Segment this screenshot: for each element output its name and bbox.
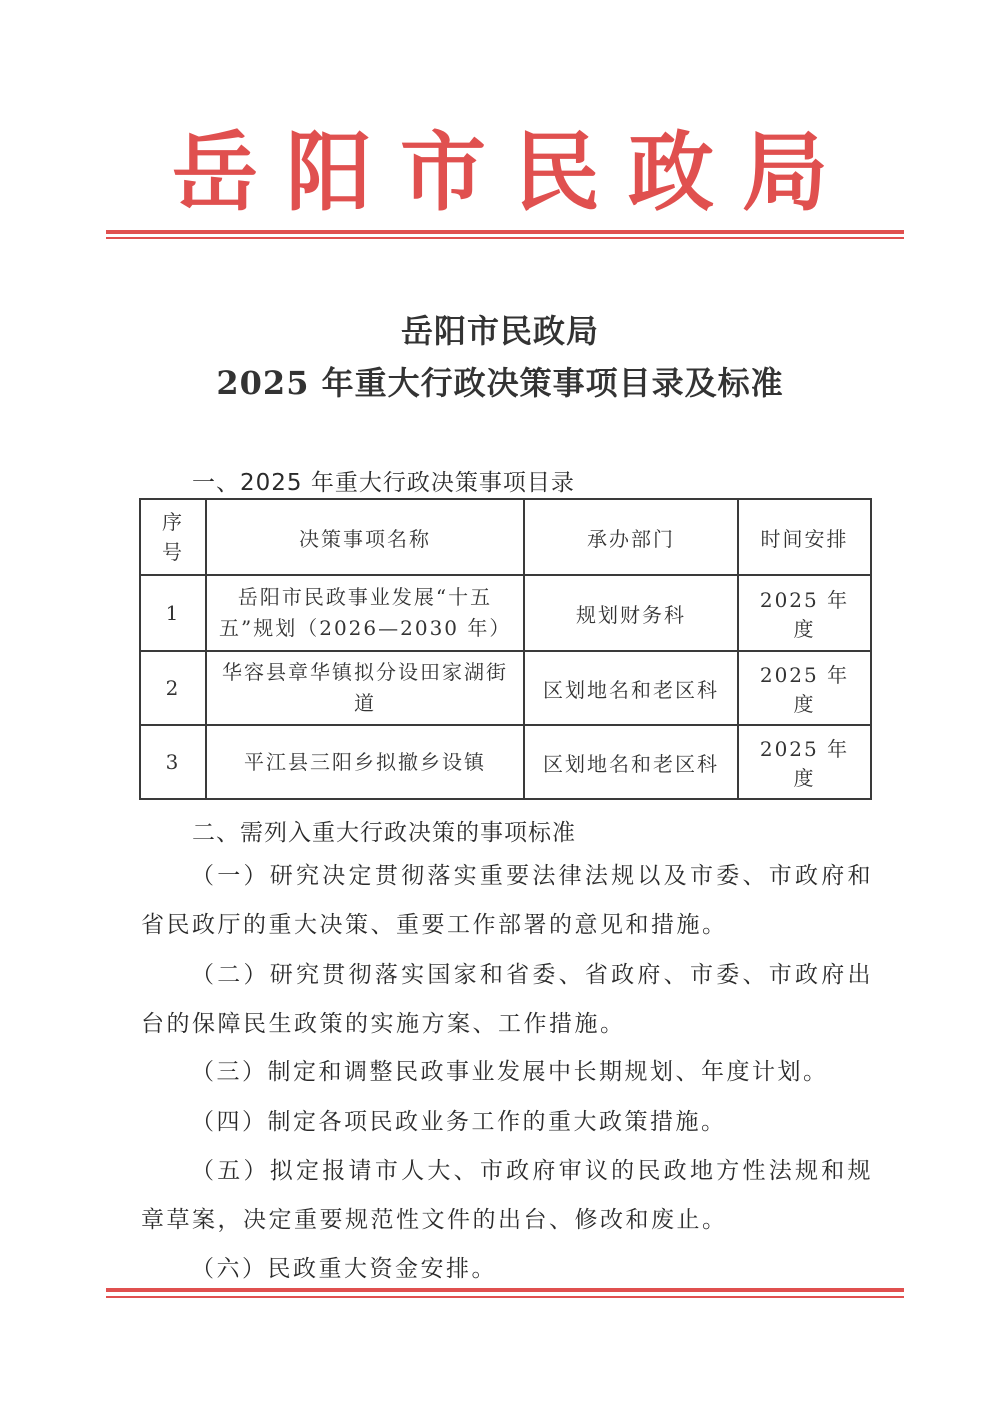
row-item-name: 华容县章华镇拟分设田家湖街道 (206, 651, 524, 725)
section-heading-standards: 二、需列入重大行政决策的事项标准 (192, 820, 576, 846)
header-name: 决策事项名称 (206, 499, 524, 575)
letterhead-org-name: 岳阳市民政局 (172, 122, 856, 223)
standard-item-2: （二）研究贯彻落实国家和省委、省政府、市委、市政府出台的保障民生政策的实施方案、工作措施。 (141, 962, 873, 1037)
footer-rule-thin (106, 1296, 904, 1298)
row-item-name: 岳阳市民政事业发展“十五五”规划（2026—2030 年） (206, 575, 524, 651)
row-seq: 1 (140, 575, 206, 651)
table-row (140, 725, 871, 799)
table-header-row (140, 499, 871, 575)
header-dept: 承办部门 (524, 499, 738, 575)
row-dept: 区划地名和老区科 (524, 725, 738, 799)
letterhead-rule-thin (106, 237, 904, 239)
row-schedule: 2025 年度 (738, 575, 871, 651)
header-seq-label: 序号 (162, 510, 184, 564)
document-title-line1: 岳阳市民政局 (400, 312, 599, 350)
standard-item-1: （一）研究决定贯彻落实重要法律法规以及市委、市政府和省民政厅的重大决策、重要工作部署的意见和措施。 (141, 863, 873, 938)
standard-item-3: （三）制定和调整民政事业发展中长期规划、年度计划。 (191, 1059, 829, 1085)
row-schedule: 2025 年度 (738, 725, 871, 799)
standard-item-5: （五）拟定报请市人大、市政府审议的民政地方性法规和规章草案，决定重要规范性文件的出台、修改和废止。 (141, 1158, 873, 1233)
row-seq: 2 (140, 651, 206, 725)
table-row (140, 651, 871, 725)
standard-item-6: （六）民政重大资金安排。 (191, 1256, 497, 1282)
footer-rule-thick (106, 1288, 904, 1292)
row-seq: 3 (140, 725, 206, 799)
document-title-line2: 2025 年重大行政决策事项目录及标准 (216, 364, 784, 402)
header-schedule: 时间安排 (738, 499, 871, 575)
row-schedule: 2025 年度 (738, 651, 871, 725)
row-item-name: 平江县三阳乡拟撤乡设镇 (206, 725, 524, 799)
header-seq (140, 499, 206, 575)
row-dept: 规划财务科 (524, 575, 738, 651)
section-heading-catalog: 一、2025 年重大行政决策事项目录 (192, 470, 575, 496)
letterhead-rule-thick (106, 230, 904, 234)
decision-items-table (139, 498, 872, 800)
table-row (140, 575, 871, 651)
standard-item-4: （四）制定各项民政业务工作的重大政策措施。 (191, 1109, 727, 1135)
row-dept: 区划地名和老区科 (524, 651, 738, 725)
